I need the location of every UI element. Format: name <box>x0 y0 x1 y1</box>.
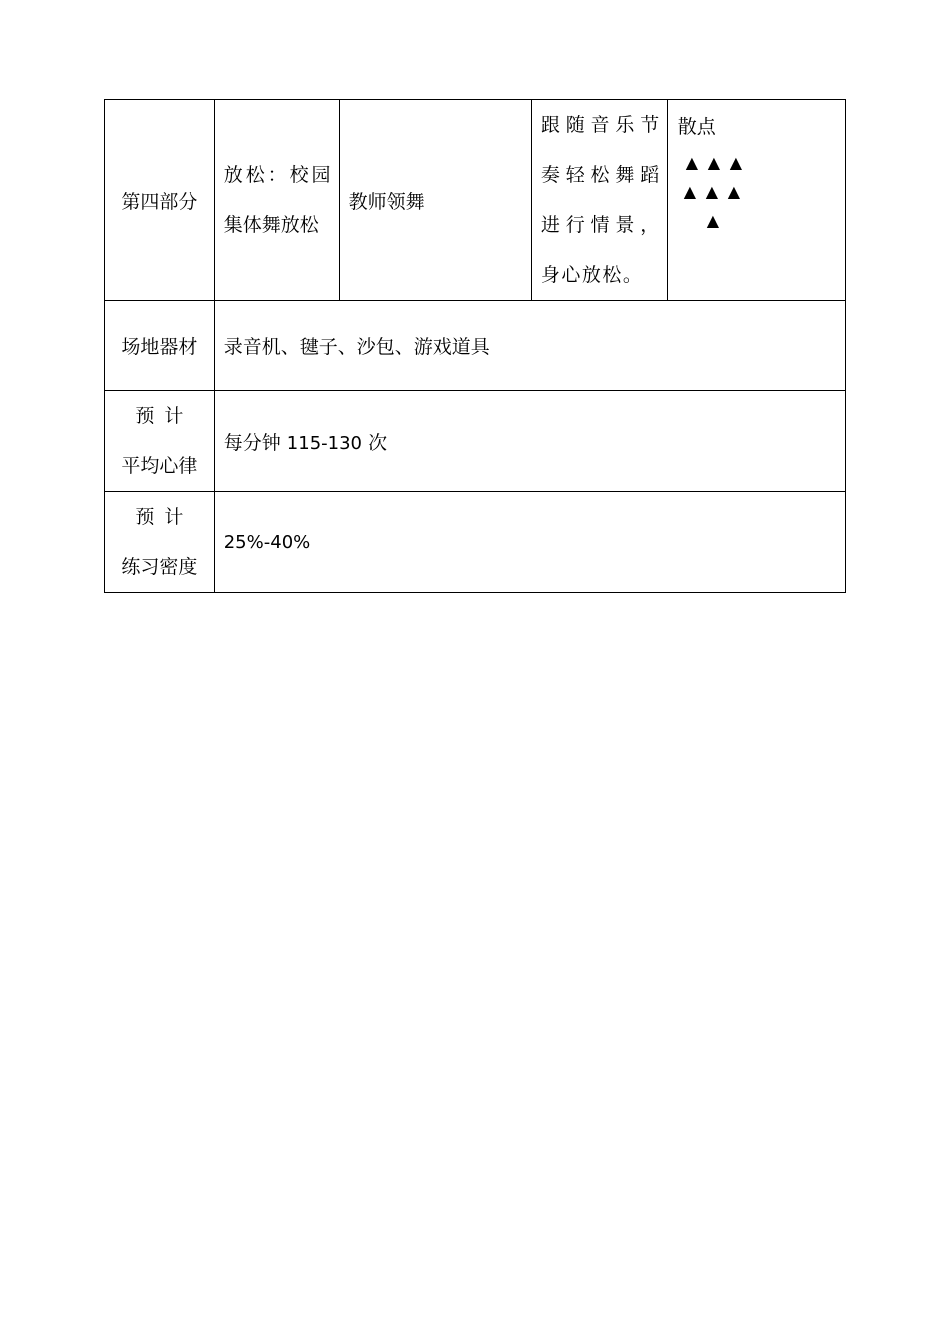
density-label-line2: 练习密度 <box>121 556 198 578</box>
density-value-cell <box>214 492 845 593</box>
heart-rate-label-cell <box>105 391 215 492</box>
organization-title: 散点 <box>677 116 716 138</box>
triangle-icon: ▲ <box>685 153 699 172</box>
teacher-method-text: 教师领舞 <box>348 190 425 213</box>
heart-rate-row <box>105 391 846 492</box>
part-label-cell <box>105 100 215 301</box>
triangle-icon: ▲ <box>707 153 721 172</box>
student-activity-cell <box>531 100 667 301</box>
equipment-label-cell <box>105 301 215 391</box>
equipment-label: 场地器材 <box>121 336 198 358</box>
density-label-cell <box>105 492 215 593</box>
triangle-icon: ▲ <box>705 182 719 201</box>
content-text: 放松：校园集体舞放松 <box>223 164 331 236</box>
part-four-row <box>105 100 846 301</box>
density-row <box>105 492 846 593</box>
triangle-icon: ▲ <box>727 182 741 201</box>
heart-rate-label-line2: 平均心律 <box>121 455 198 477</box>
triangle-icon: ▲ <box>683 182 697 201</box>
heart-rate-value <box>215 428 845 455</box>
lesson-plan-table <box>104 99 846 593</box>
density-label-line1: 预计 <box>135 506 194 528</box>
equipment-row <box>105 301 846 391</box>
heart-rate-suffix: 次 <box>368 431 388 454</box>
heart-rate-value-cell <box>214 391 845 492</box>
heart-rate-label-line1: 预计 <box>135 405 194 427</box>
equipment-value: 录音机、毽子、沙包、游戏道具 <box>223 336 490 358</box>
triangle-icon: ▲ <box>706 211 720 230</box>
student-activity-text: 跟随音乐节奏轻松舞蹈进行情景，身心放松。 <box>540 114 661 286</box>
equipment-value-cell <box>214 301 845 391</box>
organization-cell <box>667 100 845 301</box>
density-value: 25%-40% <box>223 531 311 553</box>
part-label: 第四部分 <box>121 190 198 213</box>
heart-rate-prefix: 每分钟 <box>223 431 281 454</box>
scatter-formation <box>682 155 762 235</box>
heart-rate-number: 115-130 <box>286 432 363 454</box>
teacher-method-cell <box>339 100 531 301</box>
content-cell <box>214 100 339 301</box>
triangle-icon: ▲ <box>729 153 743 172</box>
